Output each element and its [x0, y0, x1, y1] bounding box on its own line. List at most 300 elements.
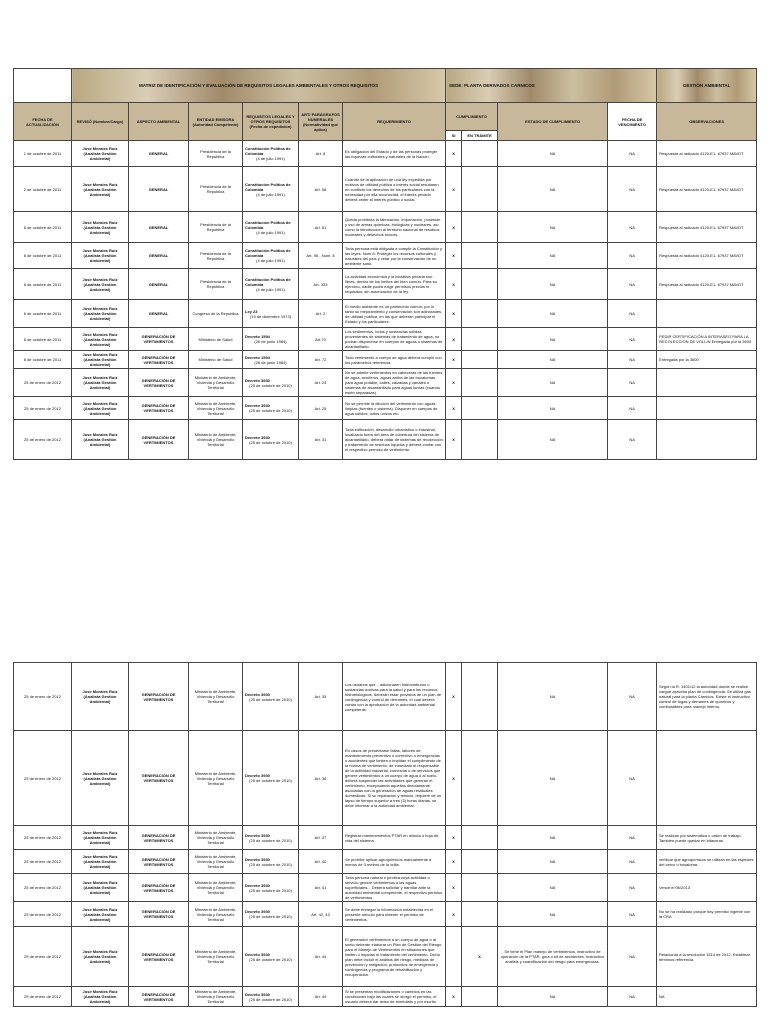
revisor-cell: Jose Morales Ruiz (Analista Gestión Ambiental) [72, 420, 129, 460]
estado-cell: NA [498, 826, 608, 850]
requisito-date: (4 de julio 1991) [256, 286, 285, 292]
articulo-cell: Art. 42, 43 [299, 902, 343, 927]
aspecto-cell: GENERACIÓN DE VERTIMIENTOS [129, 351, 189, 369]
requisito-cell [243, 826, 299, 850]
col-articulo: ART/ PARÁGRAFOS NUMERALES (Normatividad que aplica) [299, 103, 343, 141]
requisito-cell [243, 328, 299, 351]
requisito-date: (4 de julio 1991) [256, 229, 285, 235]
table-row [14, 927, 757, 987]
aspecto-cell: GENERAL [129, 212, 189, 243]
table-row [14, 826, 757, 850]
si-cell: X [446, 328, 462, 351]
fecha-cell: 1 de octubre de 2011 [14, 141, 72, 167]
observaciones-cell [657, 397, 757, 420]
requisito-cell [243, 927, 299, 987]
requisito-cell [243, 369, 299, 397]
table-row [14, 850, 757, 874]
requisito-date: (25 de octubre de 2010) [249, 914, 292, 919]
tramite-cell [462, 731, 498, 826]
vencimiento-cell: NA [608, 300, 657, 328]
estado-cell: NA [498, 141, 608, 167]
requerimiento-cell: Si se presentan modificaciones o cambios en las condiciones bajo las cuales se otorgó el permiso, el usuario deberá dar aviso de inmediato y por escrito [343, 987, 446, 1007]
articulo-cell: Art. 58 [299, 167, 343, 212]
aspecto-cell: GENERACIÓN DE VERTIMIENTOS [129, 987, 189, 1007]
tramite-cell [462, 902, 498, 927]
vencimiento-cell: NA [608, 369, 657, 397]
entidad-cell: Presidencia de la Republica [189, 167, 243, 212]
observaciones-cell: Respuesta al radicado 4120-E1- 67937 MAVDT [657, 212, 757, 243]
vencimiento-cell: NA [608, 927, 657, 987]
fecha-cell: 25 de enero de 2012 [14, 397, 72, 420]
articulo-cell: Art. 8 [299, 141, 343, 167]
table-row [14, 420, 757, 460]
revisor-cell: Jose Morales Ruiz (Analista Gestión Ambiental) [72, 927, 129, 987]
si-cell: X [446, 397, 462, 420]
fecha-cell: 6 de octubre de 2011 [14, 269, 72, 300]
requisito-date: (26 de junio 1984) [254, 339, 287, 344]
aspecto-cell: GENERAL [129, 167, 189, 212]
tramite-cell [462, 328, 498, 351]
requisito-cell [243, 141, 299, 167]
fecha-cell: 2 de octubre de 2011 [14, 167, 72, 212]
revisor-cell: Jose Morales Ruiz (Analista Gestión Ambiental) [72, 212, 129, 243]
aspecto-cell: GENERACIÓN DE VERTIMIENTOS [129, 850, 189, 874]
vencimiento-cell: NA [608, 141, 657, 167]
requerimiento-cell: Todo vertimiento a cuerpo de agua deberá cumplir con los parámetros referencia. [343, 351, 446, 369]
tramite-cell [462, 351, 498, 369]
col-vencimiento: FECHA DE VENCIMIENTO [608, 103, 657, 141]
observaciones-cell: verificar que agroquímicos se utilizan en las especies del cerco o bosaloma. [657, 850, 757, 874]
fecha-cell: 25 de enero de 2012 [14, 927, 72, 987]
table-row [14, 141, 757, 167]
aspecto-cell: GENERAL [129, 300, 189, 328]
table-row [14, 731, 757, 826]
entidad-cell: Presidencia de la Republica [189, 212, 243, 243]
col-requerimiento: REQUERIMIENTO [343, 103, 446, 141]
requisito-date: (25 de octubre de 2010) [249, 956, 292, 962]
vencimiento-cell: NA [608, 420, 657, 460]
requisito-title: Constitución Política de Colombia [245, 248, 291, 258]
table-row [14, 397, 757, 420]
revisor-cell: Jose Morales Ruiz (Analista Gestión Ambiental) [72, 987, 129, 1007]
vencimiento-cell: NA [608, 731, 657, 826]
col-observaciones: OBSERVACIONES [657, 103, 757, 141]
table-row [14, 987, 757, 1007]
requerimiento-cell: Toda edificación, desarrollo urbanístico o industrial, localizado fuera del área de cobertura del sistema de alcantarillado, deberá dotar de sistemas de recolección y tratamiento de residuos líquidos y deberá contar con el respectivo permiso de vertimiento. [343, 420, 446, 460]
articulo-cell: Art.70 [299, 328, 343, 351]
logo-cell [14, 69, 72, 103]
requisito-date: (4 de julio 1991) [256, 156, 285, 161]
col-aspecto: ASPECTO AMBIENTAL [129, 103, 189, 141]
observaciones-cell [657, 731, 757, 826]
aspecto-cell: GENERACIÓN DE VERTIMIENTOS [129, 420, 189, 460]
estado-cell: NA [498, 351, 608, 369]
tramite-cell [462, 369, 498, 397]
requisito-date: (25 de octubre de 2010) [249, 696, 292, 702]
requisito-cell [243, 243, 299, 269]
requisito-date: (4 de julio 1991) [256, 258, 285, 263]
tramite-cell [462, 987, 498, 1007]
revisor-cell: Jose Morales Ruiz (Analista Gestión Ambiental) [72, 902, 129, 927]
vencimiento-cell: NA [608, 397, 657, 420]
vencimiento-cell: NA [608, 874, 657, 902]
observaciones-cell: PEDIR CERTIFICACIÓN A INTERASEO PARA LA RECOLECCIÓN DE VOLLIN Entregada por la 3600 [657, 328, 757, 351]
estado-cell: NA [498, 874, 608, 902]
requisito-cell [243, 663, 299, 731]
observaciones-cell: Relacionar a la resolución 1514 de 2012. Establece términos referencia. [657, 927, 757, 987]
table-row [14, 351, 757, 369]
requisito-cell [243, 987, 299, 1007]
col-revisor: REVISÓ (Nombre/Cargo) [72, 103, 129, 141]
tramite-cell [462, 663, 498, 731]
aspecto-cell: GENERAL [129, 141, 189, 167]
fecha-cell: 6 de octubre de 2011 [14, 328, 72, 351]
tramite-cell [462, 269, 498, 300]
entidad-cell: Ministerio de Ambiente, Vivienda y Desarrollo Territorial [189, 369, 243, 397]
requisito-cell [243, 420, 299, 460]
requerimiento-cell: Es obligación del Estado y de las personas proteger las riquezas culturales y naturales de la Nación. [343, 141, 446, 167]
requisito-cell [243, 731, 299, 826]
revisor-cell: Jose Morales Ruiz (Analista Gestión Ambiental) [72, 300, 129, 328]
requisito-title: Ley 23 [245, 308, 258, 314]
si-cell: X [446, 351, 462, 369]
requisito-title: Decreto 1594 [245, 354, 270, 360]
articulo-cell: Art. 81 [299, 212, 343, 243]
requisito-title: Decreto 3930 [245, 377, 270, 383]
matrix-title: MATRIZ DE IDENTIFICACIÓN Y EVALUACIÓN DE REQUISITOS LEGALES AMBIENTALES Y OTROS REQUISITOS [72, 69, 446, 103]
aspecto-cell: GENERACIÓN DE VERTIMIENTOS [129, 397, 189, 420]
requisito-cell [243, 167, 299, 212]
requisito-cell [243, 850, 299, 874]
estado-cell: NA [498, 369, 608, 397]
aspecto-cell: GENERACIÓN DE VERTIMIENTOS [129, 902, 189, 927]
requerimiento-cell: Queda prohibida la fabricación, importación, posesión y uso de armas químicas, biológicas y nucleares, así como la introducción al territorio nacional de residuos nucleares y desechos tóxicos. [343, 212, 446, 243]
requisito-cell [243, 902, 299, 927]
fecha-cell: 6 de octubre de 2011 [14, 212, 72, 243]
aspecto-cell: GENERACIÓN DE VERTIMIENTOS [129, 369, 189, 397]
observaciones-cell: Respuesta al radicado 4120-E1- 67937 MAVDT [657, 269, 757, 300]
articulo-cell: Art. 72 [299, 351, 343, 369]
revisor-cell: Jose Morales Ruiz (Analista Gestión Ambiental) [72, 269, 129, 300]
entidad-cell: Ministerio de Ambiente, Vivienda y Desarrollo Territorial [189, 902, 243, 927]
requerimiento-cell: Se prohíbe aplicar agroquímicos manualmente a menos de 3 metros de la orilla. [343, 850, 446, 874]
observaciones-cell: Se realizan por sistemática u orden de trabajo. También puede quedar en bitacoras. [657, 826, 757, 850]
si-cell: X [446, 420, 462, 460]
vencimiento-cell: NA [608, 663, 657, 731]
requisito-title: Decreto 3930 [245, 832, 270, 838]
entidad-cell: Ministerio de Ambiente, Vivienda y Desarrollo Territorial [189, 987, 243, 1007]
requisito-date: (25 de octubre de 2010) [249, 778, 292, 783]
requirements-matrix-table-2 [13, 662, 757, 1007]
requerimiento-cell: El medio ambiente es un patrimonio común; por lo tanto su mejoramiento y conservación son actividades de utilidad pública, en las que deberán participar el Estado y los particulares. [343, 300, 446, 328]
requisito-cell [243, 269, 299, 300]
title-row [14, 69, 757, 103]
requisito-date: (25 de octubre de 2010) [249, 887, 292, 893]
si-cell: X [446, 269, 462, 300]
requerimiento-cell: Toda persona está obligada a cumplir la Constitución y las leyes. Num 8: Proteger los recursos culturales y naturales del país y velar por la conservación de un ambiente sano. [343, 243, 446, 269]
estado-cell: NA [498, 420, 608, 460]
entidad-cell: Ministerio de Ambiente, Vivienda y Desarrollo Territorial [189, 731, 243, 826]
fecha-cell: 25 de enero de 2012 [14, 902, 72, 927]
col-fecha: FECHA DE ACTUALIZACIÓN [14, 103, 72, 141]
estado-cell: NA [498, 987, 608, 1007]
estado-cell: NA [498, 663, 608, 731]
aspecto-cell: GENERACIÓN DE VERTIMIENTOS [129, 826, 189, 850]
observaciones-cell: Respuesta al radicado 4120-E1- 67937 MAVDT [657, 243, 757, 269]
sede-label: SEDE: PLANTA DERIVADOS CARNICOS [446, 69, 657, 103]
observaciones-cell: NA [657, 987, 757, 1007]
observaciones-cell: Entregada por la 3600 [657, 351, 757, 369]
estado-cell: NA [498, 243, 608, 269]
table-row [14, 269, 757, 300]
requisito-cell [243, 874, 299, 902]
estado-cell: NA [498, 850, 608, 874]
entidad-cell: Ministerio de Ambiente, Vivienda y Desarrollo Territorial [189, 850, 243, 874]
observaciones-cell: Según la R. 1401/12 la autoridad donde se realice cargue aprueba plan de contingencia. Se utiliza gas natural para la planta Cárnicos. Existe el instructivo control de fugas y derrames de químicos y combustibles para manejo interno. [657, 663, 757, 731]
si-cell: X [446, 826, 462, 850]
entidad-cell: Presidencia de la Republica [189, 243, 243, 269]
requirements-matrix-table-1 [13, 68, 757, 460]
table-row [14, 167, 757, 212]
requisito-date: (19 de diciembre 1973) [249, 313, 292, 319]
col-cumplimiento: CUMPLIMIENTO [446, 103, 498, 131]
requerimiento-cell: Se debe entregar la información establecida en el presente artículo para obtener el permiso de vertimientos. [343, 902, 446, 927]
entidad-cell: Ministerio de Ambiente, Vivienda y Desarrollo Territorial [189, 874, 243, 902]
vencimiento-cell: NA [608, 850, 657, 874]
fecha-cell: 25 de enero de 2012 [14, 369, 72, 397]
vencimiento-cell: NA [608, 167, 657, 212]
tramite-cell [462, 243, 498, 269]
requisito-title: Decreto 3930 [245, 691, 270, 697]
requisito-title: Decreto 3930 [245, 434, 270, 440]
aspecto-cell: GENERACIÓN DE VERTIMIENTOS [129, 927, 189, 987]
observaciones-cell: Vence el 06/2013 [657, 874, 757, 902]
fecha-cell: 25 de enero de 2012 [14, 420, 72, 460]
si-cell: X [446, 987, 462, 1007]
si-cell: X [446, 243, 462, 269]
estado-cell: Se tiene el Plan manejo de vertimientos, instructivo de operación de la PTAR, guía o kit de accidentes. Instructivo análisis y cuantificación del riesgo para emergencias. [498, 927, 608, 987]
vencimiento-cell: NA [608, 826, 657, 850]
requisito-title: Constitución Política de Colombia [245, 219, 291, 230]
requisito-date: (25 de octubre de 2010) [249, 382, 292, 388]
observaciones-cell [657, 420, 757, 460]
vencimiento-cell: NA [608, 212, 657, 243]
si-cell: X [446, 663, 462, 731]
col-si: SI [446, 131, 462, 141]
entidad-cell: Ministerio de Ambiente, Vivienda y Desarrollo Territorial [189, 420, 243, 460]
entidad-cell: Presidencia de la Republica [189, 269, 243, 300]
revisor-cell: Jose Morales Ruiz (Analista Gestión Ambiental) [72, 826, 129, 850]
fecha-cell: 25 de enero de 2012 [14, 874, 72, 902]
entidad-cell: Ministerio de Salud [189, 351, 243, 369]
revisor-cell: Jose Morales Ruiz (Analista Gestión Ambiental) [72, 663, 129, 731]
observaciones-cell [657, 300, 757, 328]
requisito-date: (25 de octubre de 2010) [249, 837, 292, 843]
tramite-cell [462, 826, 498, 850]
si-cell: X [446, 300, 462, 328]
requerimiento-cell: No se permite la dilución del vertimiento con aguas limpias (fuentes o cisterna). Disponer en cuerpos de agua sólidos, lodos únicos etc. [343, 397, 446, 420]
aspecto-cell: GENERACIÓN DE VERTIMIENTOS [129, 663, 189, 731]
requisito-title: Constitución Política de Colombia [245, 181, 291, 192]
vencimiento-cell: NA [608, 328, 657, 351]
requisito-title: Decreto 3930 [245, 403, 270, 408]
table-row [14, 369, 757, 397]
estado-cell: NA [498, 212, 608, 243]
requisito-date: (4 de julio 1991) [256, 191, 285, 197]
entidad-cell: Ministerio de Ambiente, Vivienda y Desarrollo Territorial [189, 397, 243, 420]
revisor-cell: Jose Morales Ruiz (Analista Gestión Ambiental) [72, 369, 129, 397]
si-cell: X [446, 369, 462, 397]
articulo-cell: Art. 41 [299, 874, 343, 902]
vencimiento-cell: NA [608, 269, 657, 300]
revisor-cell: Jose Morales Ruiz (Analista Gestión Ambiental) [72, 351, 129, 369]
fecha-cell: 6 de octubre de 2011 [14, 351, 72, 369]
col-tramite: EN TRÁMITE [462, 131, 498, 141]
fecha-cell: 6 de octubre de 2011 [14, 243, 72, 269]
requerimiento-cell: No se admite vertimientos en cabeceras de las fuentes de agua, acuíferos, aguas arriba de las bocatomas para agua potable, calles, calzadas y canales o sistemas de alcantarillado para aguas lluvias (cuando estén separadas). [343, 369, 446, 397]
requisito-cell [243, 300, 299, 328]
entidad-cell: Presidencia de la Republica [189, 141, 243, 167]
articulo-cell: Art. 44 [299, 927, 343, 987]
table-row [14, 328, 757, 351]
col-estado: ESTADO DE CUMPLIMIENTO [498, 103, 608, 141]
articulo-cell: Art. 36 [299, 731, 343, 826]
aspecto-cell: GENERAL [129, 269, 189, 300]
estado-cell: NA [498, 167, 608, 212]
articulo-cell: Art. 25 [299, 397, 343, 420]
estado-cell: NA [498, 328, 608, 351]
observaciones-cell: No se ha realizado porque hay permiso vigente con la CRA [657, 902, 757, 927]
si-cell: X [446, 850, 462, 874]
table-row [14, 902, 757, 927]
table-row [14, 300, 757, 328]
si-cell: X [446, 874, 462, 902]
table-row [14, 663, 757, 731]
observaciones-cell [657, 369, 757, 397]
fecha-cell: 6 de octubre de 2011 [14, 300, 72, 328]
estado-cell: NA [498, 300, 608, 328]
articulo-cell: Art. 31 [299, 420, 343, 460]
revisor-cell: Jose Morales Ruiz (Analista Gestión Ambiental) [72, 141, 129, 167]
tramite-cell [462, 212, 498, 243]
requisito-title: Decreto 1594 [245, 334, 270, 339]
estado-cell: NA [498, 731, 608, 826]
aspecto-cell: GENERACIÓN DE VERTIMIENTOS [129, 874, 189, 902]
tramite-cell [462, 850, 498, 874]
entidad-cell: Congreso de la Republica [189, 300, 243, 328]
column-header-row [14, 103, 757, 131]
entidad-cell: Ministerio de Salud [189, 328, 243, 351]
estado-cell: NA [498, 269, 608, 300]
requisito-title: Decreto 3930 [245, 773, 270, 778]
tramite-cell [462, 420, 498, 460]
requisito-title: Constitución Política de Colombia [245, 276, 291, 287]
estado-cell: NA [498, 397, 608, 420]
aspecto-cell: GENERAL [129, 243, 189, 269]
articulo-cell: Art. 40 [299, 850, 343, 874]
table-row [14, 212, 757, 243]
si-cell: X [446, 902, 462, 927]
requerimiento-cell: Cuando de la aplicación de una ley expedida por motivos de utilidad pública o interés social resultaren en conflicto los derechos de los particulares con la necesidad por ella reconocida, el interés privado deberá ceder al interés público o social. [343, 167, 446, 212]
department-label: GESTIÓN AMBIENTAL [657, 69, 757, 103]
articulo-cell: Art. 49 [299, 987, 343, 1007]
revisor-cell: Jose Morales Ruiz (Analista Gestión Ambiental) [72, 167, 129, 212]
requerimiento-cell: Toda persona natural o jurídica cuya actividad o servicio genere vertimientos a las aguas superficiales... Deberá solicitar y tramitar ante la autoridad ambiental competente, el respectivo permiso de vertimientos. [343, 874, 446, 902]
articulo-cell: Art. 2 [299, 300, 343, 328]
entidad-cell: Ministerio de Ambiente, Vivienda y Desarrollo Territorial [189, 663, 243, 731]
revisor-cell: Jose Morales Ruiz (Analista Gestión Ambiental) [72, 731, 129, 826]
requisito-date: (25 de octubre de 2010) [249, 861, 292, 867]
requisito-title: Decreto 3930 [245, 882, 270, 888]
fecha-cell: 25 de enero de 2012 [14, 826, 72, 850]
articulo-cell: Art. 333 [299, 269, 343, 300]
requerimiento-cell: La actividad económica y la iniciativa privada son libres, dentro de los límites del bien común. Para su ejercicio, nadie podrá exigir permisos previos ni requisitos, sin autorización de la ley. [343, 269, 446, 300]
requisito-date: (25 de octubre de 2010) [249, 996, 292, 1002]
requisito-cell [243, 397, 299, 420]
tramite-cell [462, 397, 498, 420]
vencimiento-cell: NA [608, 243, 657, 269]
tramite-cell: X [462, 927, 498, 987]
tramite-cell [462, 874, 498, 902]
vencimiento-cell: NA [608, 987, 657, 1007]
requerimiento-cell: Los sedimentos, lodos y sustancias sólidas provenientes de sistemas de tratamiento de agua, no podrán disponerse en cuerpos de aguas o sistemas de alcantarillado. [343, 328, 446, 351]
entidad-cell: Ministerio de Ambiente, Vivienda y Desarrollo Territorial [189, 927, 243, 987]
si-cell: X [446, 167, 462, 212]
fecha-cell: 25 de enero de 2012 [14, 987, 72, 1007]
articulo-cell: Art. 24 [299, 369, 343, 397]
tramite-cell [462, 141, 498, 167]
si-cell [446, 927, 462, 987]
vencimiento-cell: NA [608, 351, 657, 369]
si-cell: X [446, 212, 462, 243]
fecha-cell: 25 de enero de 2012 [14, 663, 72, 731]
requerimiento-cell: En casos de presentarse fallas, labores de mantenimiento preventivo o correctivo o emergencias o accidentes que limiten o impidan el cumplimiento de la norma de vertimiento, de inmediato el responsable de la actividad industrial, comercial o de servicios que genere vertimientos a un cuerpo de agua o al suelo, deberá suspender las actividades que generan el vertimiento, exceptuando aquellas directamente asociadas con la generación de aguas residuales domésticas. Si su reparación y reinicio, requiere de un lapso de tiempo superior a tres (3) horas diarias, se debe informar a la autoridad ambiental. [343, 731, 446, 826]
revisor-cell: Jose Morales Ruiz (Analista Gestión Ambiental) [72, 243, 129, 269]
vencimiento-cell: NA [608, 902, 657, 927]
requisito-date: (25 de octubre de 2010) [249, 439, 292, 445]
revisor-cell: Jose Morales Ruiz (Analista Gestión Ambiental) [72, 850, 129, 874]
requisito-title: Constitución Política de Colombia [245, 146, 291, 156]
fecha-cell: 25 de enero de 2012 [14, 850, 72, 874]
estado-cell: NA [498, 902, 608, 927]
requerimiento-cell: Los usuarios que... adicionaren hidrocarburos o sustancias nocivas para la salud y para los recursos hidrobiológicos, deberán estar provistos de un plan de contingencia y control de derrames, el cual deberá contar con la aprobación de la autoridad ambiental competente. [343, 663, 446, 731]
articulo-cell: Art. 35 [299, 663, 343, 731]
si-cell: X [446, 731, 462, 826]
requisito-title: Decreto 3930 [245, 856, 270, 862]
requisito-cell [243, 351, 299, 369]
revisor-cell: Jose Morales Ruiz (Analista Gestión Ambiental) [72, 397, 129, 420]
observaciones-cell: Respuesta al radicado 4120-E1- 67937 MAVDT [657, 141, 757, 167]
tramite-cell [462, 167, 498, 212]
aspecto-cell: GENERACIÓN DE VERTIMIENTOS [129, 731, 189, 826]
requisito-cell [243, 212, 299, 243]
fecha-cell: 25 de enero de 2012 [14, 731, 72, 826]
articulo-cell: Art. 95 - Num. 8 [299, 243, 343, 269]
requisito-date: (25 de octubre de 2010) [249, 408, 292, 413]
requerimiento-cell: El generador vertimientos a un cuerpo de agua o al suelo deberán elaborar un Plan de Gestión del Riesgo para el Manejo de Vertimientos en situaciones que limiten o impidan el tratamiento del vertimiento. Dicho plan debe incluir el análisis del riesgo, medidas de prevención y mitigación, protocolos de emergencia y contingencia y programa de rehabilitación y recuperación. [343, 927, 446, 987]
col-entidad: ENTIDAD EMISORA (Autoridad Competente) [189, 103, 243, 141]
table-row [14, 243, 757, 269]
observaciones-cell: Respuesta al radicado 4120-E1- 67937 MAVDT [657, 167, 757, 212]
revisor-cell: Jose Morales Ruiz (Analista Gestión Ambiental) [72, 328, 129, 351]
articulo-cell: Art. 37 [299, 826, 343, 850]
entidad-cell: Ministerio de Ambiente, Vivienda y Desarrollo Territorial [189, 826, 243, 850]
requisito-date: (26 de junio 1984) [254, 359, 287, 365]
tramite-cell [462, 300, 498, 328]
si-cell: X [446, 141, 462, 167]
requerimiento-cell: Registrar mantenimientos PTAR en minuta u hoja de vida del sistema. [343, 826, 446, 850]
col-requisito: REQUISITOS LEGALES Y OTROS REQUISITOS (Fecha de expedición) [243, 103, 299, 141]
